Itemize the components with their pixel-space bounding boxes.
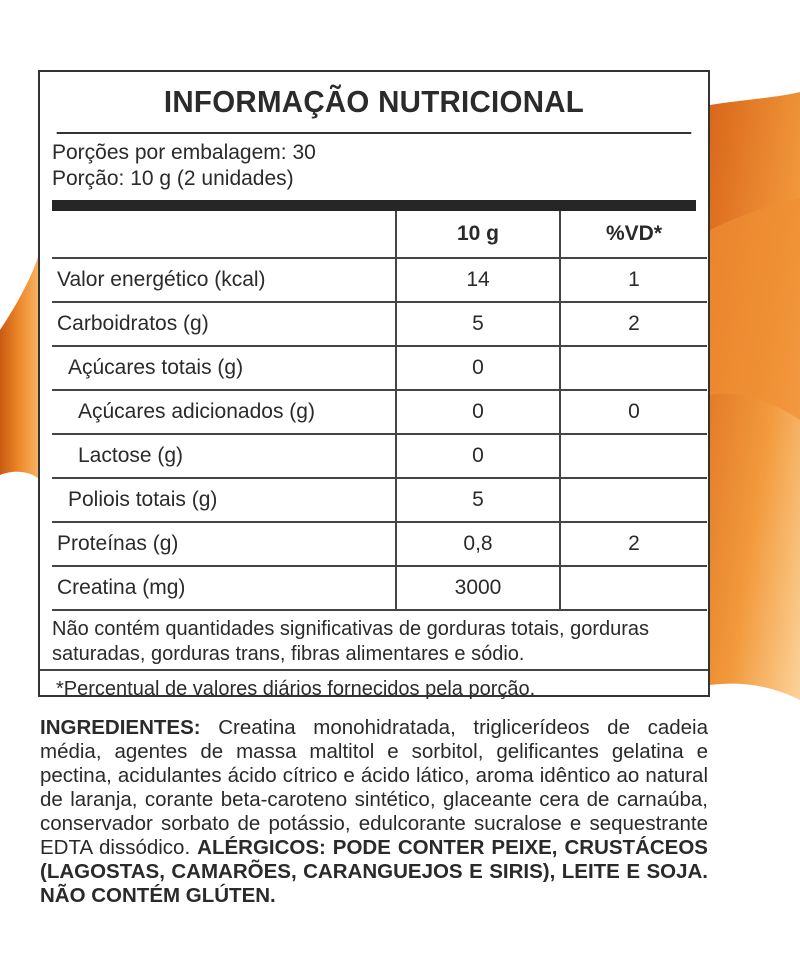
header-nutrient — [52, 211, 396, 258]
servings-per-package: Porções por embalagem: 30 — [52, 141, 316, 164]
nutrient-name: Valor energético (kcal) — [52, 258, 396, 302]
table-row — [52, 566, 707, 610]
table-row — [52, 434, 707, 478]
nutrient-amount: 3000 — [396, 566, 560, 610]
nutrient-dv: 2 — [560, 302, 707, 346]
allergens-text: ALÉRGICOS: PODE CONTER PEIXE, CRUSTÁCEOS (LAGOSTAS, CAMARÕES, CARANGUEJOS E SIRIS), LEITE E SOJA. NÃO CONTÉM GLÚTEN. — [40, 836, 708, 907]
nutrient-name: Lactose (g) — [52, 434, 396, 478]
nutrient-amount: 5 — [396, 478, 560, 522]
not-significant-note: Não contém quantidades significativas de gorduras totais, gorduras saturadas, gorduras trans, fibras alimentares e sódio. — [40, 611, 708, 671]
nutrient-name: Carboidratos (g) — [52, 302, 396, 346]
ingredients-text: Creatina monohidratada, triglicerídeos de cadeia média, agentes de massa maltitol e sorbitol, gelificantes gelatina e pectina, acidulantes ácido cítrico e ácido lático, aroma idêntico ao natural de laranja, corante beta-caroteno sintético, glaceante cera de carnaúba, conservador sorbato de potássio, edulcorante sucralose e sequestrante EDTA dissódico. — [40, 716, 708, 859]
nutrient-amount: 5 — [396, 302, 560, 346]
portion-info — [40, 134, 708, 200]
separator-bar — [52, 200, 696, 211]
header-dv: %VD* — [560, 211, 707, 258]
nutrient-amount: 0,8 — [396, 522, 560, 566]
ingredients-label: INGREDIENTES: — [40, 716, 201, 739]
panel-title: INFORMAÇÃO NUTRICIONAL — [57, 72, 692, 134]
nutrient-dv — [560, 346, 707, 390]
nutrient-dv — [560, 434, 707, 478]
nutrient-amount: 0 — [396, 434, 560, 478]
table-row — [52, 390, 707, 434]
ingredients-block — [40, 716, 708, 908]
table-row — [52, 258, 707, 302]
nutrient-name: Poliois totais (g) — [52, 478, 396, 522]
daily-values-note: *Percentual de valores diários fornecidos pela porção. — [56, 678, 536, 700]
nutrient-amount: 14 — [396, 258, 560, 302]
nutrient-name: Creatina (mg) — [52, 566, 396, 610]
table-row — [52, 302, 707, 346]
serving-size: Porção: 10 g (2 unidades) — [52, 167, 294, 190]
nutrient-name: Açúcares totais (g) — [52, 346, 396, 390]
nutrient-name: Açúcares adicionados (g) — [52, 390, 396, 434]
nutrient-dv: 2 — [560, 522, 707, 566]
header-amount: 10 g — [396, 211, 560, 258]
table-header-row — [52, 211, 707, 258]
nutrient-name: Proteínas (g) — [52, 522, 396, 566]
table-row — [52, 522, 707, 566]
nutrient-dv — [560, 566, 707, 610]
nutrition-facts-panel — [38, 70, 710, 700]
nutrient-dv: 0 — [560, 390, 707, 434]
table-row — [52, 478, 707, 522]
nutrient-amount: 0 — [396, 346, 560, 390]
table-row — [52, 346, 707, 390]
nutrient-dv — [560, 478, 707, 522]
nutrition-table — [52, 211, 707, 611]
nutrient-amount: 0 — [396, 390, 560, 434]
nutrient-dv: 1 — [560, 258, 707, 302]
